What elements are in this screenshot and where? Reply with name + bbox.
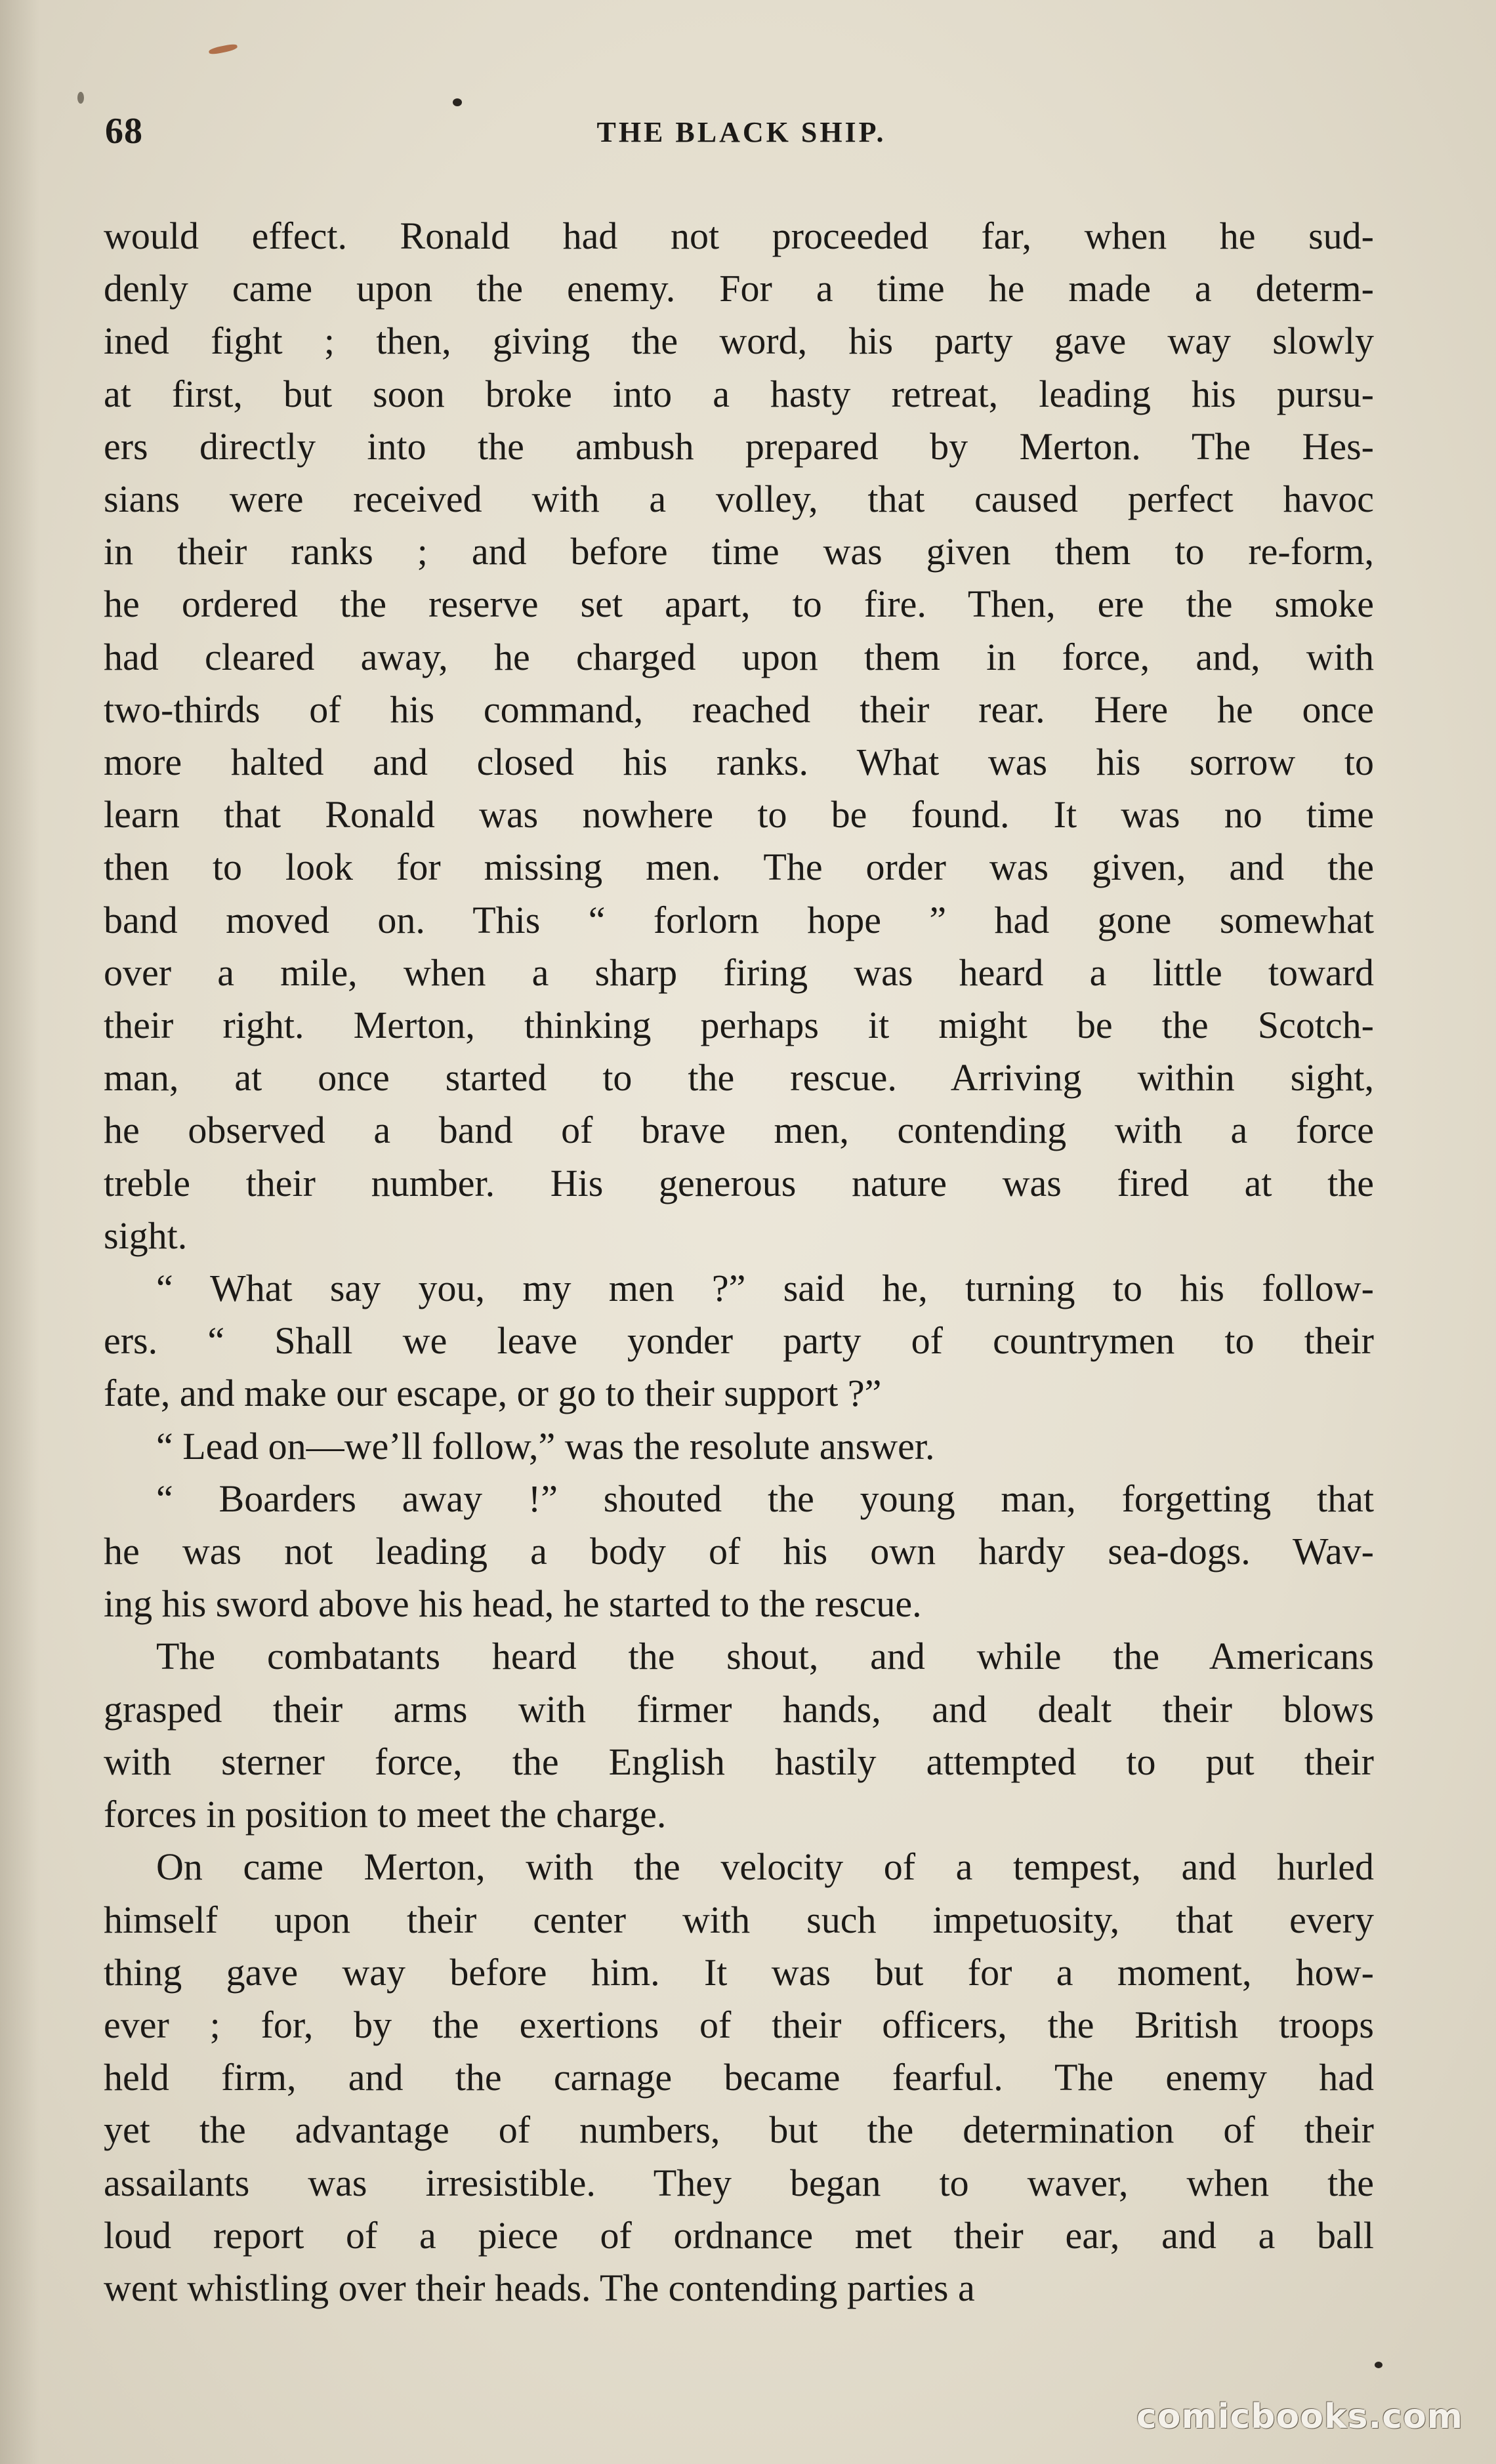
ink-speck [208,43,238,56]
text-line: On came Merton, with the velocity of a tempest, and hurled [156,1845,1374,1889]
text-line: treble their number. His generous nature was fired at the [104,1161,1374,1204]
text-line: went whistling over their heads. The contending parties a [104,2266,975,2309]
text-line: forces in position to meet the charge. [104,1793,667,1836]
text-line: The combatants heard the shout, and while the Americans [156,1635,1374,1678]
paragraph [104,1630,1374,1841]
text-line: would effect. Ronald had not proceeded far, when he sud- [104,215,1374,257]
page-number: 68 [105,111,143,152]
text-line: ers directly into the ambush prepared by Merton. The Hes- [104,424,1374,468]
text-line: yet the advantage of numbers, but the determination of their [104,2108,1374,2152]
text-line: “ What say you, my men ?” said he, turning to his follow- [156,1267,1374,1310]
text-line: over a mile, when a sharp firing was heard a little toward [104,951,1374,994]
ink-speck [1375,2362,1382,2368]
watermark: comicbooks.com [1136,2397,1463,2436]
text-line: with sterner force, the English hastily attempted to put their [104,1740,1374,1783]
paragraph [104,1473,1374,1631]
text-line: denly came upon the enemy. For a time he made a determ- [104,267,1374,310]
text-line: ers. “ Shall we leave yonder party of countrymen to their [104,1319,1374,1363]
text-line: more halted and closed his ranks. What was his sorrow to [104,741,1374,784]
text-line: himself upon their center with such impetuosity, that every [104,1898,1374,1941]
text-line: held firm, and the carnage became fearful. The enemy had [104,2056,1374,2099]
text-line: he ordered the reserve set apart, to fire. Then, ere the smoke [104,583,1374,626]
text-line: their right. Merton, thinking perhaps it might be the Scotch- [104,1004,1374,1047]
running-head: THE BLACK SHIP. [596,116,886,148]
text-line: he observed a band of brave men, contending with a force [104,1109,1374,1152]
text-line: ined fight ; then, giving the word, his party gave way slowly [104,319,1374,363]
text-line: in their ranks ; and before time was given them to re-form, [104,530,1374,573]
text-line: ever ; for, by the exertions of their officers, the British troops [104,2003,1374,2046]
text-line: sight. [104,1214,188,1257]
ink-speck [453,98,462,106]
paragraph [104,210,1374,1262]
paragraph [104,1841,1374,2314]
text-line: sians were received with a volley, that caused perfect havoc [104,478,1374,521]
text-line: “ Lead on—we’ll follow,” was the resolute answer. [156,1424,935,1468]
text-line: learn that Ronald was nowhere to be found. It was no time [104,793,1374,836]
text-line: ing his sword above his head, he started to the rescue. [104,1582,922,1626]
text-line: grasped their arms with firmer hands, and dealt their blows [104,1687,1374,1731]
text-line: thing gave way before him. It was but for a moment, how- [104,1950,1374,1994]
paragraph [104,1420,1374,1473]
text-line: had cleared away, he charged upon them in force, and, with [104,635,1374,678]
text-line: “ Boarders away !” shouted the young man, forgetting that [156,1477,1374,1520]
page-header [105,110,1378,163]
text-line: loud report of a piece of ordnance met their ear, and a ball [104,2213,1374,2257]
text-line: two-thirds of his command, reached their rear. Here he once [104,688,1374,731]
body-text [104,210,1374,2314]
text-line: assailants was irresistible. They began to waver, when the [104,2161,1374,2204]
text-line: fate, and make our escape, or go to their support ?” [104,1372,882,1415]
text-line: at first, but soon broke into a hasty retreat, leading his pursu- [104,372,1374,415]
ink-speck [77,92,84,104]
text-line: then to look for missing men. The order was given, and the [104,846,1374,889]
text-line: he was not leading a body of his own hardy sea-dogs. Wav- [104,1530,1374,1573]
text-line: man, at once started to the rescue. Arriving within sight, [104,1056,1374,1099]
paragraph [104,1262,1374,1420]
text-line: band moved on. This “ forlorn hope ” had gone somewhat [104,898,1374,941]
